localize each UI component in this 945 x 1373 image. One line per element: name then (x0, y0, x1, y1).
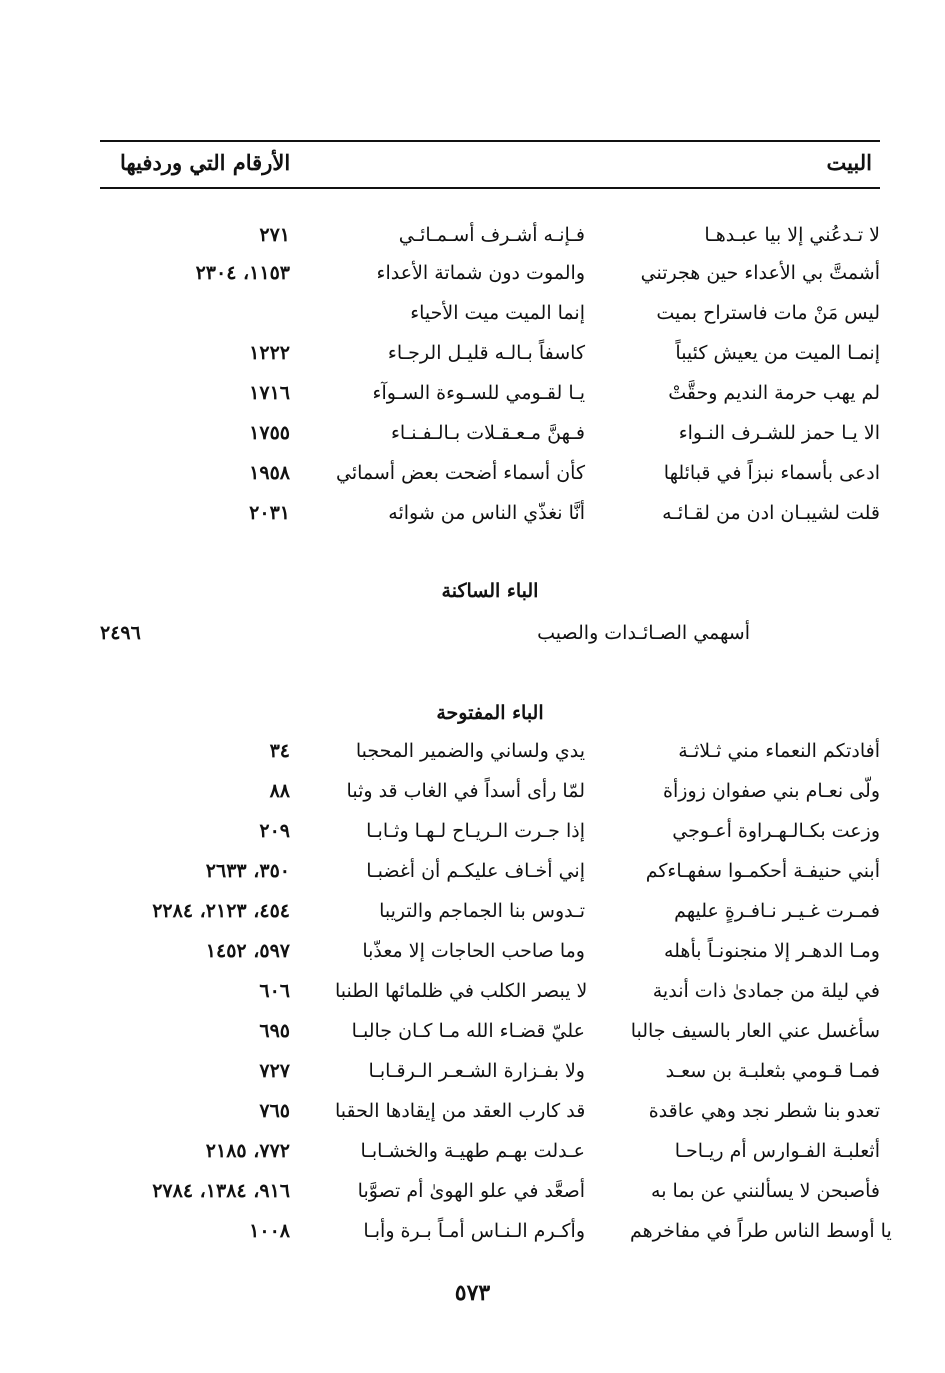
reference-numbers: ١١٥٣، ٢٣٠٤ (195, 262, 290, 284)
verse-row (100, 894, 880, 934)
verse-row (100, 774, 880, 814)
reference-numbers: ٧٦٥ (259, 1100, 290, 1122)
page-number: ٥٧٣ (454, 1280, 491, 1306)
first-hemistich: ليس مَنْ مات فاستراح بميت (656, 302, 880, 324)
verse-row (100, 376, 880, 416)
reference-numbers: ٢٧١ (259, 224, 290, 246)
second-hemistich: قد كارب العقد من إيقادها الحقبا (335, 1100, 586, 1122)
verse-row (100, 1014, 880, 1054)
first-hemistich: أشمتَّ بي الأعداء حين هجرتني (640, 262, 880, 284)
first-hemistich: لم يهب حرمة النديم وحقَّتْ (668, 382, 880, 404)
reference-numbers: ٨٨ (269, 780, 290, 802)
verse-row (100, 218, 880, 258)
first-hemistich: وزعت بكـالـهـراوة أعـوجي (672, 820, 880, 842)
verse-row (100, 1054, 880, 1094)
first-hemistich: فأصبحن لا يسألنني عن بما به (651, 1180, 880, 1202)
second-hemistich: إني أخـاف عليكـم أن أغضبـا (366, 860, 585, 882)
first-hemistich: سأغسل عني العار بالسيف جالبا (630, 1020, 880, 1042)
verse-column-heading: البيت (826, 150, 872, 175)
verse-row (100, 974, 880, 1014)
first-hemistich: يا أوسط الناس طراً في مفاخرهم (630, 1220, 892, 1242)
verse-row (100, 1134, 880, 1174)
verse-row (100, 1094, 880, 1134)
second-hemistich: ولا بفـزارة الشـعـر الـرقـابـا (368, 1060, 585, 1082)
reference-numbers: ٢٠٣١ (249, 502, 290, 524)
verse-row (100, 734, 880, 774)
first-hemistich: ادعى بأسماء نبزاً في قبائلها (663, 462, 880, 484)
second-hemistich: فـإنـه أشـرف أسـمـائـي (398, 224, 585, 246)
second-hemistich: أصعَّد في علو الهوىٰ أم تصوَّبا (357, 1180, 585, 1202)
second-hemistich: لمّا رأى أسداً في الغاب قد وثبا (346, 780, 585, 802)
reference-numbers: ٢٤٩٦ (100, 622, 141, 644)
first-hemistich: ومـا الدهـر إلا منجنونـاً بأهله (663, 940, 880, 962)
numbers-column-heading: الأرقام التي وردفيها (120, 150, 291, 175)
reference-numbers: ٣٥٠، ٢٦٣٣ (205, 860, 290, 882)
second-hemistich: يدي ولساني والضمير المحجبا (355, 740, 585, 762)
section-title-saakina: الباء الساكنة (441, 580, 539, 602)
verse-row (100, 336, 880, 376)
reference-numbers: ٦٠٦ (259, 980, 290, 1002)
verse-row (100, 1214, 892, 1254)
verse-text: أسهمي الصـائـدات والصيب (537, 622, 750, 644)
first-hemistich: فمـرت غـيـر نـافـرةٍ عليهم (674, 900, 880, 922)
reference-numbers: ٢٠٩ (259, 820, 290, 842)
reference-numbers: ٣٤ (269, 740, 290, 762)
first-hemistich: ولّى نعـام بني صفوان زوزأة (663, 780, 880, 802)
verse-row (100, 256, 880, 296)
second-hemistich: عـدلت بهـم طهيـة والخشـابـا (360, 1140, 585, 1162)
second-hemistich: عليّ قضـاء الله مـا كـان جالبـا (351, 1020, 585, 1042)
reference-numbers: ١٢٢٢ (249, 342, 290, 364)
verse-row (100, 296, 880, 336)
reference-numbers: ٧٢٧ (259, 1060, 290, 1082)
reference-numbers: ٩١٦، ١٣٨٤، ٢٧٨٤ (152, 1180, 290, 1202)
reference-numbers: ١٧١٦ (249, 382, 290, 404)
verse-row (100, 456, 880, 496)
second-hemistich: إذا جـرت الـريـاح لـهـا وثـابـا (366, 820, 585, 842)
first-hemistich: الا يـا حمز للشـرف النـواء (678, 422, 880, 444)
reference-numbers: ١٠٠٨ (249, 1220, 290, 1242)
first-hemistich: تعدو بنا شطر نجد وهي عاقدة (648, 1100, 880, 1122)
second-hemistich: يـا لقـومي للسـوءة السـوآء (372, 382, 585, 404)
reference-numbers: ٧٧٢، ٢١٨٥ (205, 1140, 290, 1162)
reference-numbers: ٥٩٧، ١٤٥٢ (205, 940, 290, 962)
verse-row (100, 416, 880, 456)
verse-row (100, 496, 880, 536)
first-hemistich: فمـا قـومي بثعلبـة بن سعـد (665, 1060, 880, 1082)
first-hemistich: إنمـا الميت من يعيش كئيباً (675, 342, 880, 364)
first-hemistich: أفادتكم النعماء مني ثـلاثـة (678, 740, 880, 762)
first-hemistich: قلت لشيبـان ادن من لقـائـه (662, 502, 880, 524)
reference-numbers: ٦٩٥ (259, 1020, 290, 1042)
reference-numbers: ٤٥٤، ٢١٢٣، ٢٢٨٤ (152, 900, 290, 922)
second-hemistich: كأن أسماء أضحت بعض أسمائي (335, 462, 585, 484)
second-hemistich: فـهنَّ مـعـقـلات بـالـفـنـاء (390, 422, 585, 444)
second-hemistich: وأكـرم الـنـاس أمـاً بـرة وأبـا (363, 1220, 585, 1242)
first-hemistich: لا تـدعُني إلا بيا عبـدهـا (704, 224, 880, 246)
second-hemistich: أنَّا نغذّي الناس من شوائه (388, 502, 585, 524)
reference-numbers: ١٩٥٨ (249, 462, 290, 484)
second-hemistich: وما صاحب الحاجات إلا معذّبا (362, 940, 585, 962)
verse-row (100, 1174, 880, 1214)
verse-row (100, 934, 880, 974)
second-hemistich: كاسفاً بـالـه قليـل الرجـاء (387, 342, 585, 364)
table-header (100, 140, 880, 189)
first-hemistich: أبني حنيفـة أحكمـوا سفهـاءكم (645, 860, 880, 882)
second-hemistich: والموت دون شماتة الأعداء (376, 262, 585, 284)
section-title-maftuha: الباء المفتوحة (436, 702, 544, 724)
verse-row (100, 854, 880, 894)
first-hemistich: أثعلبـة الفـوارس أم ريـاحـا (674, 1140, 880, 1162)
second-hemistich: إنما الميت ميت الأحياء (410, 302, 585, 324)
second-hemistich: تـدوس بنا الجماجم والتريبا (379, 900, 585, 922)
second-hemistich: لا يبصر الكلب في ظلمائها الطنبا (335, 980, 588, 1002)
verse-row (100, 814, 880, 854)
reference-numbers: ١٧٥٥ (249, 422, 290, 444)
first-hemistich: في ليلة من جمادىٰ ذات أندية (652, 980, 880, 1002)
